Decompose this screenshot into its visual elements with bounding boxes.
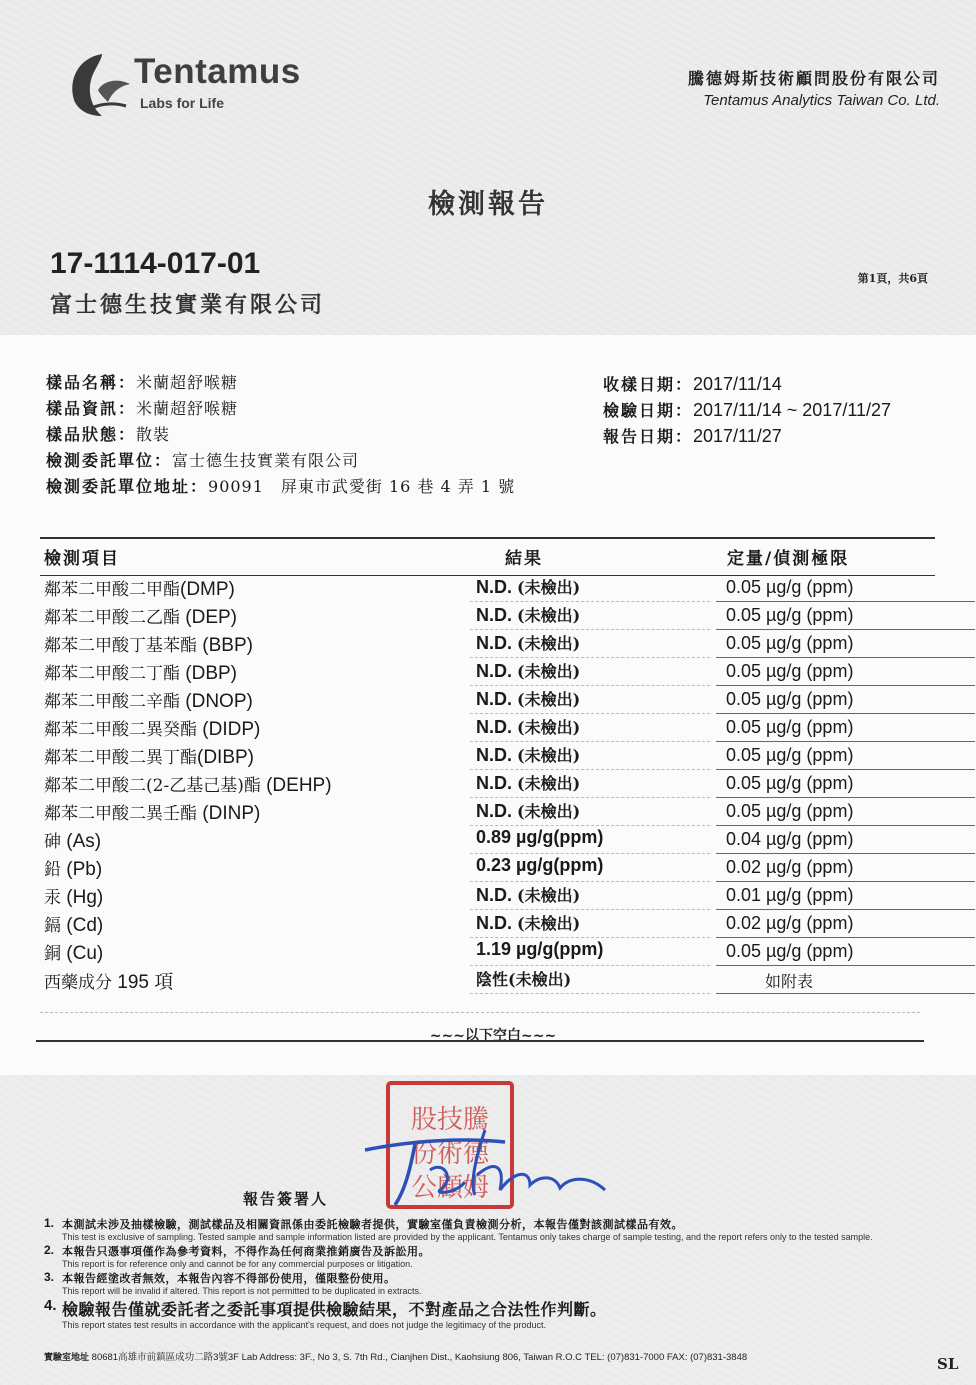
result-cell [476,603,580,626]
date-label: 收樣日期： [603,375,694,394]
seal-text-line2: 份術德 [410,1139,490,1169]
page-indicator: 第1頁，共6頁 [857,272,928,285]
result-value: N.D. [476,745,512,765]
item-cell [44,911,103,937]
result-note: (未檢出) [517,774,581,793]
item-name-zh: 鄰苯二甲酸二甲酯 [44,580,180,600]
info-label: 樣品狀態： [46,425,137,444]
note-text-zh: 本測試未涉及抽樣檢驗，測試樣品及相關資訊係由委託檢驗者提供，實驗室僅負責檢測分析，本報告僅對該測試樣品有效。 [62,1218,683,1231]
item-cell [44,575,235,601]
limit-cell: 0.05 µg/g (ppm) [726,773,854,793]
note-number: 3. [44,1270,55,1284]
table-row [40,965,935,993]
result-value: N.D. [476,913,512,933]
table-end-dashed-rule [40,1012,920,1013]
result-value: N.D. [476,633,512,653]
result-cell [476,827,603,848]
table-row [40,825,935,853]
item-name-zh: 砷 [44,832,61,852]
table-end-rule [36,1040,924,1042]
limit-cell: 0.01 µg/g (ppm) [726,885,854,905]
limit-cell: 0.05 µg/g (ppm) [726,661,854,681]
result-value: N.D. [476,605,512,625]
corner-mark: SL [937,1355,959,1373]
limit-cell: 0.05 µg/g (ppm) [726,717,854,737]
item-name-zh: 西藥成分 [44,973,112,993]
result-cell [476,855,603,876]
limit-cell: 0.04 µg/g (ppm) [726,829,854,849]
result-cell [476,911,580,934]
table-row [40,601,935,629]
result-cell [476,967,571,990]
item-name-zh: 鄰苯二甲酸二異癸酯 [44,720,197,740]
item-code: (DIBP) [197,747,254,768]
table-row [40,629,935,657]
column-header-item: 檢測項目 [44,549,120,569]
table-row [40,797,935,825]
note-text-zh: 檢驗報告僅就委託者之委託事項提供檢驗結果，不對產品之合法性作判斷。 [62,1300,607,1319]
item-cell [44,967,173,994]
blank-below-note: ~~~以下空白~~~ [429,1028,557,1044]
info-row-sample-name [46,370,515,396]
item-name-zh: 鄰苯二甲酸二異壬酯 [44,804,197,824]
logo-wordmark: Tentamus [134,52,301,91]
item-name-zh: 汞 [44,888,61,908]
limit-cell: 0.05 µg/g (ppm) [726,689,854,709]
lab-address-footer [44,1349,929,1363]
item-cell [44,659,237,685]
info-value: 富士德生技實業有限公司 [172,451,360,470]
item-code: (DEHP) [260,775,332,796]
item-code: (BBP) [197,635,253,656]
item-code: (Pb) [61,859,103,880]
item-cell [44,715,260,741]
limit-cell: 0.05 µg/g (ppm) [726,941,854,961]
info-label: 樣品資訊： [46,399,137,418]
leaf-logo-icon [68,50,132,120]
result-value: N.D. [476,801,512,821]
date-label: 報告日期： [603,427,694,446]
item-name-zh: 鄰苯二甲酸二異丁酯 [44,748,197,768]
result-note: (未檢出) [517,662,581,681]
note-item [44,1216,924,1243]
item-code: (Cu) [61,943,104,964]
item-cell [44,827,101,853]
info-label: 檢測委託單位地址： [46,477,209,496]
item-code: (As) [61,831,102,852]
note-text-en: This report is for reference only and cannot be for any commercial purposes or litigation. [62,1259,413,1269]
info-row-sample-info [46,396,515,422]
result-value: N.D. [476,717,512,737]
result-cell [476,939,603,960]
info-value: 米蘭超舒喉糖 [136,399,239,418]
item-cell [44,799,260,825]
item-cell [44,743,254,769]
table-row [40,685,935,713]
result-note: (未檢出) [517,634,581,653]
result-note: (未檢出) [517,578,581,597]
limit-cell: 0.05 µg/g (ppm) [726,633,854,653]
result-note: (未檢出) [517,746,581,765]
limit-cell: 0.05 µg/g (ppm) [726,605,854,625]
result-value: N.D. [476,689,512,709]
note-item [44,1270,924,1297]
table-row [40,937,935,965]
table-row [40,853,935,881]
info-value: 90091 屏東市武愛街 16 巷 4 弄 1 號 [208,477,516,496]
item-code: (DMP) [180,579,235,600]
info-row-client [46,448,515,474]
result-cell [476,575,580,598]
sample-info [46,370,515,500]
seal-text-line3: 公顧姆 [410,1173,490,1203]
note-text-zh: 本報告經塗改者無效，本報告內容不得部份使用，僅限整份使用。 [62,1272,396,1285]
info-row-client-address [46,474,515,500]
table-row [40,713,935,741]
result-value: 0.23 µg/g(ppm) [476,855,604,875]
result-value: N.D. [476,773,512,793]
date-value: 2017/11/27 [693,426,782,446]
note-text-zh: 本報告只憑事項僅作為參考資料，不得作為任何商業推銷廣告及訴訟用。 [62,1245,430,1258]
item-name-zh: 鎘 [44,916,61,936]
result-note: (未檢出) [517,718,581,737]
date-row-tested [603,398,891,424]
note-text-en: This test is exclusive of sampling. Tested sample and sample information listed are provided by the applicant. Tentamus only takes charge of sample testing, and the report refers only to the tested sample. [62,1232,873,1242]
document-title: 檢測報告 [428,189,548,220]
item-cell [44,939,103,965]
result-note: 陰性(未檢出) [476,970,572,989]
result-note: (未檢出) [517,886,581,905]
limit-cell: 0.05 µg/g (ppm) [726,577,854,597]
result-cell [476,771,580,794]
item-name-zh: 鉛 [44,860,61,880]
item-name-zh: 鄰苯二甲酸丁基苯酯 [44,636,197,656]
item-name-zh: 鄰苯二甲酸二乙酯 [44,608,180,628]
date-value: 2017/11/14 [693,374,782,394]
footer-label: 實驗室地址 [44,1353,90,1363]
date-info [603,372,891,450]
result-value: N.D. [476,661,512,681]
note-number: 4. [44,1297,57,1314]
report-number: 17-1114-017-01 [50,247,261,280]
info-label: 樣品名稱： [46,373,137,392]
info-label: 檢測委託單位： [46,451,173,470]
note-text-en: This report states test results in accordance with the applicant's request, and does not judge the legitimacy of the product. [62,1320,546,1330]
table-top-rule [40,537,935,539]
result-note: (未檢出) [517,914,581,933]
limit-cell: 0.02 µg/g (ppm) [726,913,854,933]
row-divider [716,993,975,994]
info-value: 米蘭超舒喉糖 [136,373,239,392]
item-code: (Cd) [61,915,104,936]
item-code: (DINP) [197,803,261,824]
item-cell [44,603,237,629]
item-code: (Hg) [61,887,104,908]
seal-text-line1: 股技騰 [410,1105,490,1135]
client-name: 富士德生技實業有限公司 [50,292,326,318]
note-number: 1. [44,1216,55,1230]
limit-cell: 0.05 µg/g (ppm) [726,801,854,821]
item-code: (DBP) [180,663,237,684]
note-item [44,1297,924,1331]
result-cell [476,743,580,766]
footer-address: 80681高雄市前鎮區成功二路3號3F Lab Address: 3F., No 3, S. 7th Rd., Cianjhen Dist., Kaohsiung 806, Taiwan R.O.C TEL: (07)831-7000 FAX: (07)831-3848 [91,1352,748,1363]
column-header-result: 結果 [505,549,543,569]
table-row [40,741,935,769]
result-cell [476,715,580,738]
table-row [40,769,935,797]
note-text-en: This report will be invalid if altered. This report is not permitted to be duplicated in extracts. [62,1286,422,1296]
disclaimer-notes [44,1216,924,1331]
item-code: (DNOP) [180,691,253,712]
result-value: 0.89 µg/g(ppm) [476,827,604,847]
result-note: (未檢出) [517,606,581,625]
note-number: 2. [44,1243,55,1257]
result-cell [476,659,580,682]
date-label: 檢驗日期： [603,401,694,420]
info-value: 散裝 [136,425,171,444]
item-code: (DEP) [180,607,237,628]
item-name-zh: 鄰苯二甲酸二辛酯 [44,692,180,712]
date-row-reported [603,424,891,450]
result-note: (未檢出) [517,690,581,709]
date-value: 2017/11/14 ~ 2017/11/27 [693,400,892,420]
date-row-received [603,372,891,398]
result-value: N.D. [476,577,512,597]
limit-cell: 0.02 µg/g (ppm) [726,857,854,877]
result-cell [476,883,580,906]
table-row [40,909,935,937]
item-cell [44,687,253,713]
item-code: 195 項 [112,972,174,993]
logo-tagline: Labs for Life [140,95,225,111]
result-cell [476,799,580,822]
item-cell [44,855,102,881]
limit-cell: 0.05 µg/g (ppm) [726,745,854,765]
result-value: N.D. [476,885,512,905]
row-divider [470,993,710,994]
item-code: (DIDP) [197,719,261,740]
handwritten-signature [355,1120,615,1220]
result-value: 1.19 µg/g(ppm) [476,939,604,959]
item-name-zh: 鄰苯二甲酸二丁酯 [44,664,180,684]
table-row [40,657,935,685]
column-header-limit: 定量/偵測極限 [727,549,850,569]
result-note: (未檢出) [517,802,581,821]
table-row [40,881,935,909]
table-row [40,573,935,601]
company-name-zh: 騰德姆斯技術顧問股份有限公司 [687,69,940,88]
tentamus-logo [68,50,318,120]
note-item [44,1243,924,1270]
result-cell [476,687,580,710]
result-cell [476,631,580,654]
limit-cell: 如附表 [765,972,814,991]
item-name-zh: 銅 [44,944,61,964]
company-name-en: Tentamus Analytics Taiwan Co. Ltd. [703,92,940,109]
signer-label: 報告簽署人 [243,1190,329,1208]
item-cell [44,631,253,657]
item-cell [44,883,103,909]
item-cell [44,771,332,797]
item-name-zh: 鄰苯二甲酸二(2-乙基己基)酯 [44,776,261,796]
info-row-sample-state [46,422,515,448]
